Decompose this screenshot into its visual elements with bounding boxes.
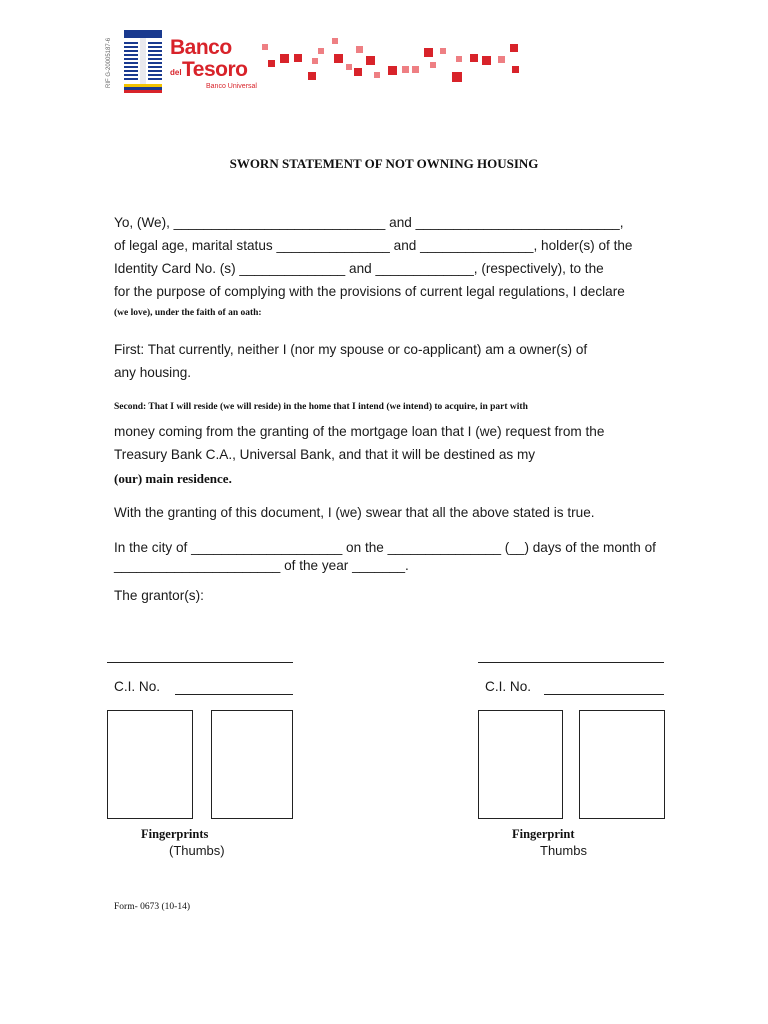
intro-line-1: Yo, (We), ____________________________ and ___________________________, — [114, 215, 624, 230]
right-ci-label: C.I. No. — [485, 679, 532, 694]
second-clause-line-4: (our) main residence. — [114, 471, 232, 486]
second-clause-line-1: Second: That I will reside (we will reside) in the home that I intend (we intend) to acquire, in part with — [114, 402, 528, 412]
second-clause-line-3: Treasury Bank C.A., Universal Bank, and that it will be destined as my — [114, 447, 536, 462]
right-fingerprint-box-2 — [579, 710, 665, 819]
intro-line-2: of legal age, marital status _______________ and _______________, holder(s) of the — [114, 238, 633, 253]
left-fingerprint-sub: (Thumbs) — [169, 843, 225, 858]
left-ci-line — [175, 694, 293, 695]
intro-line-3: Identity Card No. (s) ______________ and _____________, (respectively), to the — [114, 261, 604, 276]
right-ci-line — [544, 694, 664, 695]
logo-tagline: Banco Universal — [206, 83, 257, 90]
intro-line-5: (we love), under the faith of an oath: — [114, 308, 262, 318]
tower-logo-icon — [124, 30, 162, 92]
right-fingerprint-label: Fingerprint — [512, 827, 575, 841]
swear-statement: With the granting of this document, I (we) swear that all the above stated is true. — [114, 505, 595, 520]
city-line-1: In the city of ____________________ on the _______________ (__) days of the month of — [114, 540, 656, 555]
left-ci-label: C.I. No. — [114, 679, 161, 694]
left-fingerprint-label: Fingerprints — [141, 827, 209, 841]
grantor-label: The grantor(s): — [114, 588, 204, 603]
form-code: Form- 0673 (10-14) — [114, 902, 190, 912]
right-signature-line — [478, 662, 664, 663]
logo-word-tesoro: Tesoro — [182, 58, 248, 81]
intro-line-4: for the purpose of complying with the provisions of current legal regulations, I declare — [114, 284, 625, 299]
rif-text: RIF G-20005187-6 — [106, 37, 112, 88]
left-fingerprint-box-2 — [211, 710, 293, 819]
right-fingerprint-box-1 — [478, 710, 563, 819]
bank-logo — [106, 28, 532, 98]
logo-word-banco: Banco — [170, 36, 232, 59]
first-clause-line-1: First: That currently, neither I (nor my spouse or co-applicant) am a owner(s) of — [114, 342, 588, 357]
first-clause-line-2: any housing. — [114, 365, 192, 380]
city-line-2: ______________________ of the year _______. — [114, 558, 409, 573]
left-fingerprint-box-1 — [107, 710, 193, 819]
right-fingerprint-sub: Thumbs — [540, 843, 587, 858]
logo-word-del: del — [170, 68, 182, 77]
left-signature-line — [107, 662, 293, 663]
document-title: SWORN STATEMENT OF NOT OWNING HOUSING — [229, 156, 539, 171]
second-clause-line-2: money coming from the granting of the mortgage loan that I (we) request from the — [114, 424, 605, 439]
